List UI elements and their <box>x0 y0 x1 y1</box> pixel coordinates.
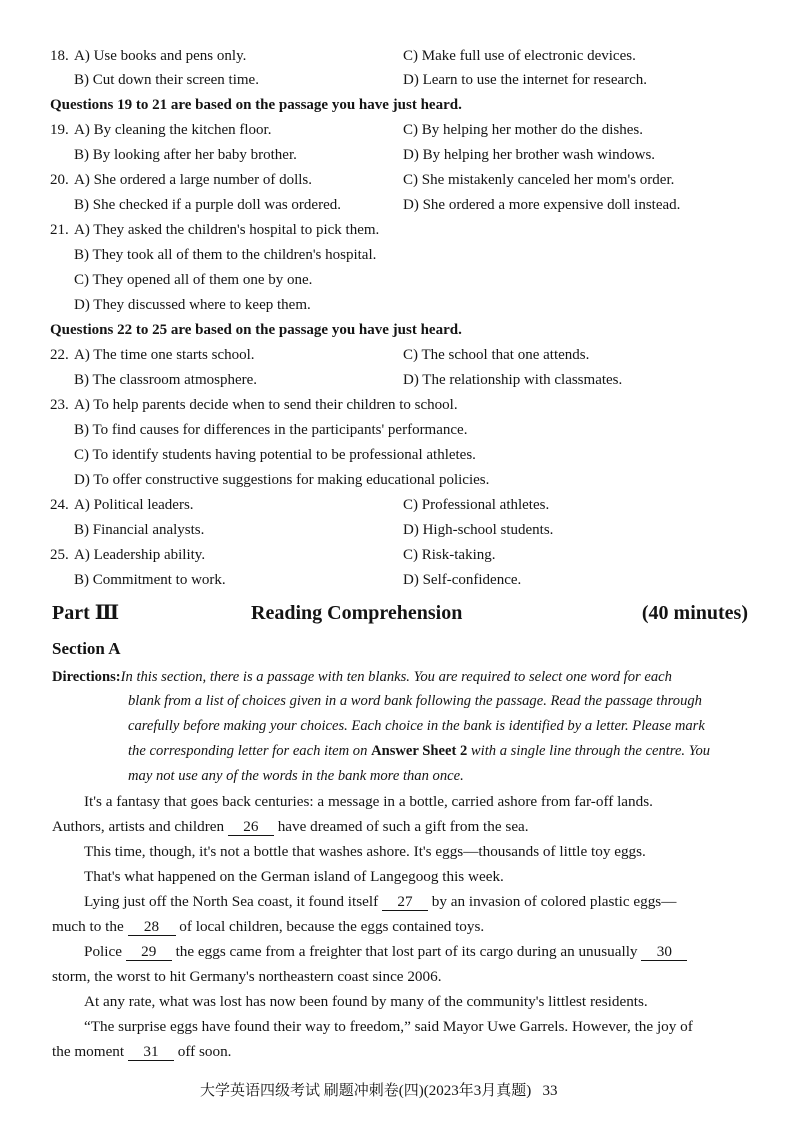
part-label: Part Ⅲ <box>52 602 120 624</box>
q23-option-a: A) To help parents decide when to send their children to school. <box>74 397 458 413</box>
directions-text-4b: with a single line through the centre. You <box>467 743 711 759</box>
passage-text: of local children, because the eggs contained toys. <box>179 918 485 935</box>
answer-sheet-ref: Answer Sheet 2 <box>371 743 468 759</box>
part-time: (40 minutes) <box>641 602 748 624</box>
directions-line-2: blank from a list of choices given in a word bank following the passage. Read the passage through <box>128 693 702 709</box>
q21-option-a: A) They asked the children's hospital to pick them. <box>74 222 380 238</box>
passage-line-10: “The surprise eggs have found their way to freedom,” said Mayor Uwe Garrels. However, the joy of <box>84 1018 693 1035</box>
directions-line-5: may not use any of the words in the bank more than once. <box>128 768 464 784</box>
section-a-heading: Section A <box>52 639 121 658</box>
q23-number: 23. <box>50 397 69 413</box>
q19-option-c: C) By helping her mother do the dishes. <box>403 122 643 138</box>
passage-line-3: This time, though, it's not a bottle that washes ashore. It's eggs—thousands of little toy eggs. <box>84 843 646 860</box>
passage-text: Lying just off the North Sea coast, it found itself <box>84 893 379 910</box>
q22-number: 22. <box>50 347 69 363</box>
q21-option-d: D) They discussed where to keep them. <box>74 297 311 313</box>
q18-option-b: B) Cut down their screen time. <box>74 72 259 88</box>
q25-option-d: D) Self-confidence. <box>403 572 522 588</box>
directions-line-3: carefully before making your choices. Each choice in the bank is identified by a letter. Please mark <box>128 718 705 734</box>
page-number: 33 <box>542 1083 558 1099</box>
directions-label: Directions: <box>52 669 121 685</box>
directions-line-4 <box>128 741 710 761</box>
q18-number: 18. <box>50 48 69 64</box>
q21-option-c: C) They opened all of them one by one. <box>74 272 313 288</box>
passage-line-4: That's what happened on the German island of Langegoog this week. <box>84 868 504 885</box>
q23-option-c: C) To identify students having potential to be professional athletes. <box>74 447 476 463</box>
q20-option-b: B) She checked if a purple doll was ordered. <box>74 197 341 213</box>
passage-text: the eggs came from a freighter that lost part of its cargo during an unusually <box>175 943 638 960</box>
passage-text: off soon. <box>177 1043 232 1060</box>
passage-line-1: It's a fantasy that goes back centuries: a message in a bottle, carried ashore from far-off lands. <box>84 793 653 810</box>
q21-number: 21. <box>50 222 69 238</box>
q20-option-d: D) She ordered a more expensive doll instead. <box>403 197 681 213</box>
q22-option-b: B) The classroom atmosphere. <box>74 372 258 388</box>
questions-19-21-heading: Questions 19 to 21 are based on the passage you have just heard. <box>50 97 462 113</box>
q19-option-a: A) By cleaning the kitchen floor. <box>74 122 272 138</box>
passage-text: much to the <box>52 918 124 935</box>
passage-line-9: At any rate, what was lost has now been found by many of the community's littlest residents. <box>84 993 648 1010</box>
q22-option-a: A) The time one starts school. <box>74 347 255 363</box>
q20-option-c: C) She mistakenly canceled her mom's order. <box>403 172 675 188</box>
q20-number: 20. <box>50 172 69 188</box>
directions-text-4a: the corresponding letter for each item on <box>128 743 372 759</box>
blank-30[interactable]: 30 <box>641 944 687 961</box>
q25-option-b: B) Commitment to work. <box>74 572 226 588</box>
blank-27[interactable]: 27 <box>382 894 428 911</box>
q25-option-a: A) Leadership ability. <box>74 547 206 563</box>
passage-line-8: storm, the worst to hit Germany's northeastern coast since 2006. <box>52 968 442 985</box>
footer-title: 大学英语四级考试 刷题冲刺卷(四)(2023年3月真题) <box>200 1083 532 1099</box>
part-title: Reading Comprehension <box>251 602 463 624</box>
q19-option-b: B) By looking after her baby brother. <box>74 147 297 163</box>
passage-line-2 <box>52 817 529 837</box>
q18-option-d: D) Learn to use the internet for research. <box>403 72 648 88</box>
passage-text: Authors, artists and children <box>52 818 225 835</box>
questions-22-25-heading: Questions 22 to 25 are based on the passage you have just heard. <box>50 322 462 338</box>
directions-line-1 <box>52 667 672 687</box>
q20-option-a: A) She ordered a large number of dolls. <box>74 172 312 188</box>
directions-text-1: In this section, there is a passage with ten blanks. You are required to select one word for each <box>120 669 672 685</box>
q24-option-d: D) High-school students. <box>403 522 554 538</box>
q24-option-b: B) Financial analysts. <box>74 522 205 538</box>
q23-option-b: B) To find causes for differences in the participants' performance. <box>74 422 468 438</box>
passage-line-7 <box>84 942 687 962</box>
q24-option-c: C) Professional athletes. <box>403 497 550 513</box>
q19-option-d: D) By helping her brother wash windows. <box>403 147 656 163</box>
q18-option-c: C) Make full use of electronic devices. <box>403 48 636 64</box>
passage-text: by an invasion of colored plastic eggs— <box>431 893 677 910</box>
passage-line-6 <box>52 917 484 937</box>
passage-text: Police <box>84 943 122 960</box>
q22-option-c: C) The school that one attends. <box>403 347 590 363</box>
passage-text: have dreamed of such a gift from the sea. <box>277 818 529 835</box>
passage-text: the moment <box>52 1043 125 1060</box>
q23-option-d: D) To offer constructive suggestions for making educational policies. <box>74 472 490 488</box>
blank-31[interactable]: 31 <box>128 1044 174 1061</box>
q25-number: 25. <box>50 547 69 563</box>
blank-26[interactable]: 26 <box>228 819 274 836</box>
q18-option-a: A) Use books and pens only. <box>74 48 247 64</box>
q25-option-c: C) Risk-taking. <box>403 547 496 563</box>
passage-line-5 <box>84 892 676 912</box>
q24-option-a: A) Political leaders. <box>74 497 194 513</box>
q21-option-b: B) They took all of them to the children's hospital. <box>74 247 377 263</box>
blank-29[interactable]: 29 <box>126 944 172 961</box>
q22-option-d: D) The relationship with classmates. <box>403 372 623 388</box>
blank-28[interactable]: 28 <box>128 919 176 936</box>
q19-number: 19. <box>50 122 69 138</box>
footer <box>200 1081 557 1101</box>
q24-number: 24. <box>50 497 69 513</box>
passage-line-11 <box>52 1042 231 1062</box>
